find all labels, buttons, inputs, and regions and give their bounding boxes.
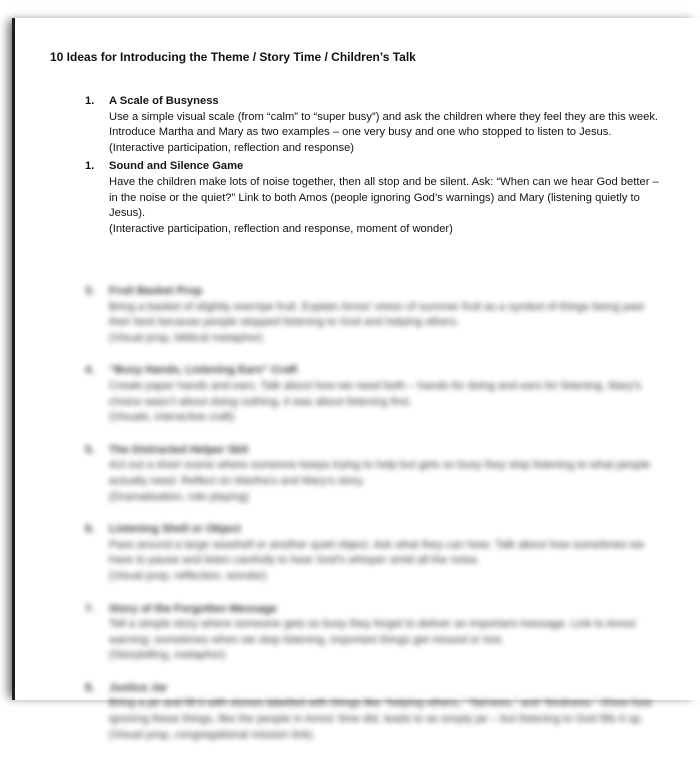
idea-body: Act out a short scene where someone keeps trying to help but gets so busy they stop listening to what people actually need. Reflect on Martha’s and Mary’s story. <box>109 459 651 487</box>
idea-item <box>83 681 668 743</box>
idea-body: Bring a basket of slightly overripe fruit. Explain Amos’ vision of summer fruit as a symbol of things being past their best because people stopped listening to God and helping others. <box>109 300 644 329</box>
idea-heading: Listening Shell or Object <box>109 523 241 536</box>
idea-item <box>83 159 668 237</box>
document-title: 10 Ideas for Introducing the Theme / Story Time / Children’s Talk <box>50 50 416 64</box>
idea-note: (Visual prop, congregational mission link) <box>109 728 313 741</box>
idea-heading: Justice Jar <box>109 681 168 694</box>
idea-item <box>83 94 668 156</box>
idea-body: Tell a simple story where someone gets so busy they forget to deliver an important message. Link to Amos’ warning: sometimes when we stop listening, important things get missed or lost. <box>109 618 638 646</box>
idea-body: Have the children make lots of noise together, then all stop and be silent. Ask: “When can we hear God better – in the noise or the quiet?” Link to both Amos (people ignoring God’s warnings) and Mary (listening quietly to Jesus). <box>109 175 659 220</box>
idea-body: Create paper hands and ears. Talk about how we need both – hands for doing and ears for listening. Mary’s choice wasn’t about doing nothing, it was about listening first. <box>109 379 641 408</box>
idea-heading: Fruit Basket Prop <box>109 285 203 297</box>
idea-number: 4. <box>85 364 95 377</box>
idea-note: (Visual prop, reflection, wonder) <box>109 569 267 582</box>
idea-note: (Visual prop, biblical metaphor) <box>109 331 264 344</box>
idea-number: 8. <box>85 681 95 694</box>
idea-list <box>83 94 668 240</box>
idea-note: (Dramatisation, role playing) <box>109 490 249 503</box>
idea-item <box>83 284 668 346</box>
idea-heading: A Scale of Busyness <box>109 95 219 107</box>
idea-note: (Visuals, interactive craft) <box>109 411 235 424</box>
idea-item <box>83 363 668 425</box>
idea-number: 1. <box>85 160 95 173</box>
idea-heading: Story of the Forgotten Message <box>109 602 277 615</box>
idea-note: (Interactive participation, reflection and response) <box>109 141 355 154</box>
idea-heading: Sound and Silence Game <box>109 160 244 173</box>
idea-number: 3. <box>85 285 95 297</box>
idea-note: (Interactive participation, reflection and response, moment of wonder) <box>109 222 453 235</box>
document-page <box>12 18 700 741</box>
idea-number: 6. <box>85 523 95 536</box>
idea-item <box>83 602 668 664</box>
idea-heading: “Busy Hands, Listening Ears” Craft <box>109 364 298 377</box>
idea-number: 7. <box>85 602 95 615</box>
idea-body: Bring a jar and fill it with stones labelled with things like “helping others,” “fairness,” and “kindness.” Show how ignoring these things, like the people in Amos’ time did, leads to an empty jar – but listening to God fills it up. <box>109 697 652 726</box>
idea-body: Pass around a large seashell or another quiet object. Ask what they can hear. Talk about how sometimes we have to pause and listen carefully to hear God’s whisper amid all the noise. <box>109 538 645 567</box>
idea-item <box>83 522 668 584</box>
idea-note: (Storytelling, metaphor) <box>109 649 226 662</box>
idea-item <box>83 443 668 505</box>
idea-number: 1. <box>85 95 95 107</box>
blurred-preview-section <box>83 284 668 760</box>
idea-heading: The Distracted Helper Skit <box>109 443 249 456</box>
idea-body: Use a simple visual scale (from “calm” to “super busy”) and ask the children where they feel they are this week. Introduce Martha and Mary as two examples – one very busy and one who stopped to listen to Jesus. <box>109 110 659 139</box>
idea-number: 5. <box>85 443 95 456</box>
